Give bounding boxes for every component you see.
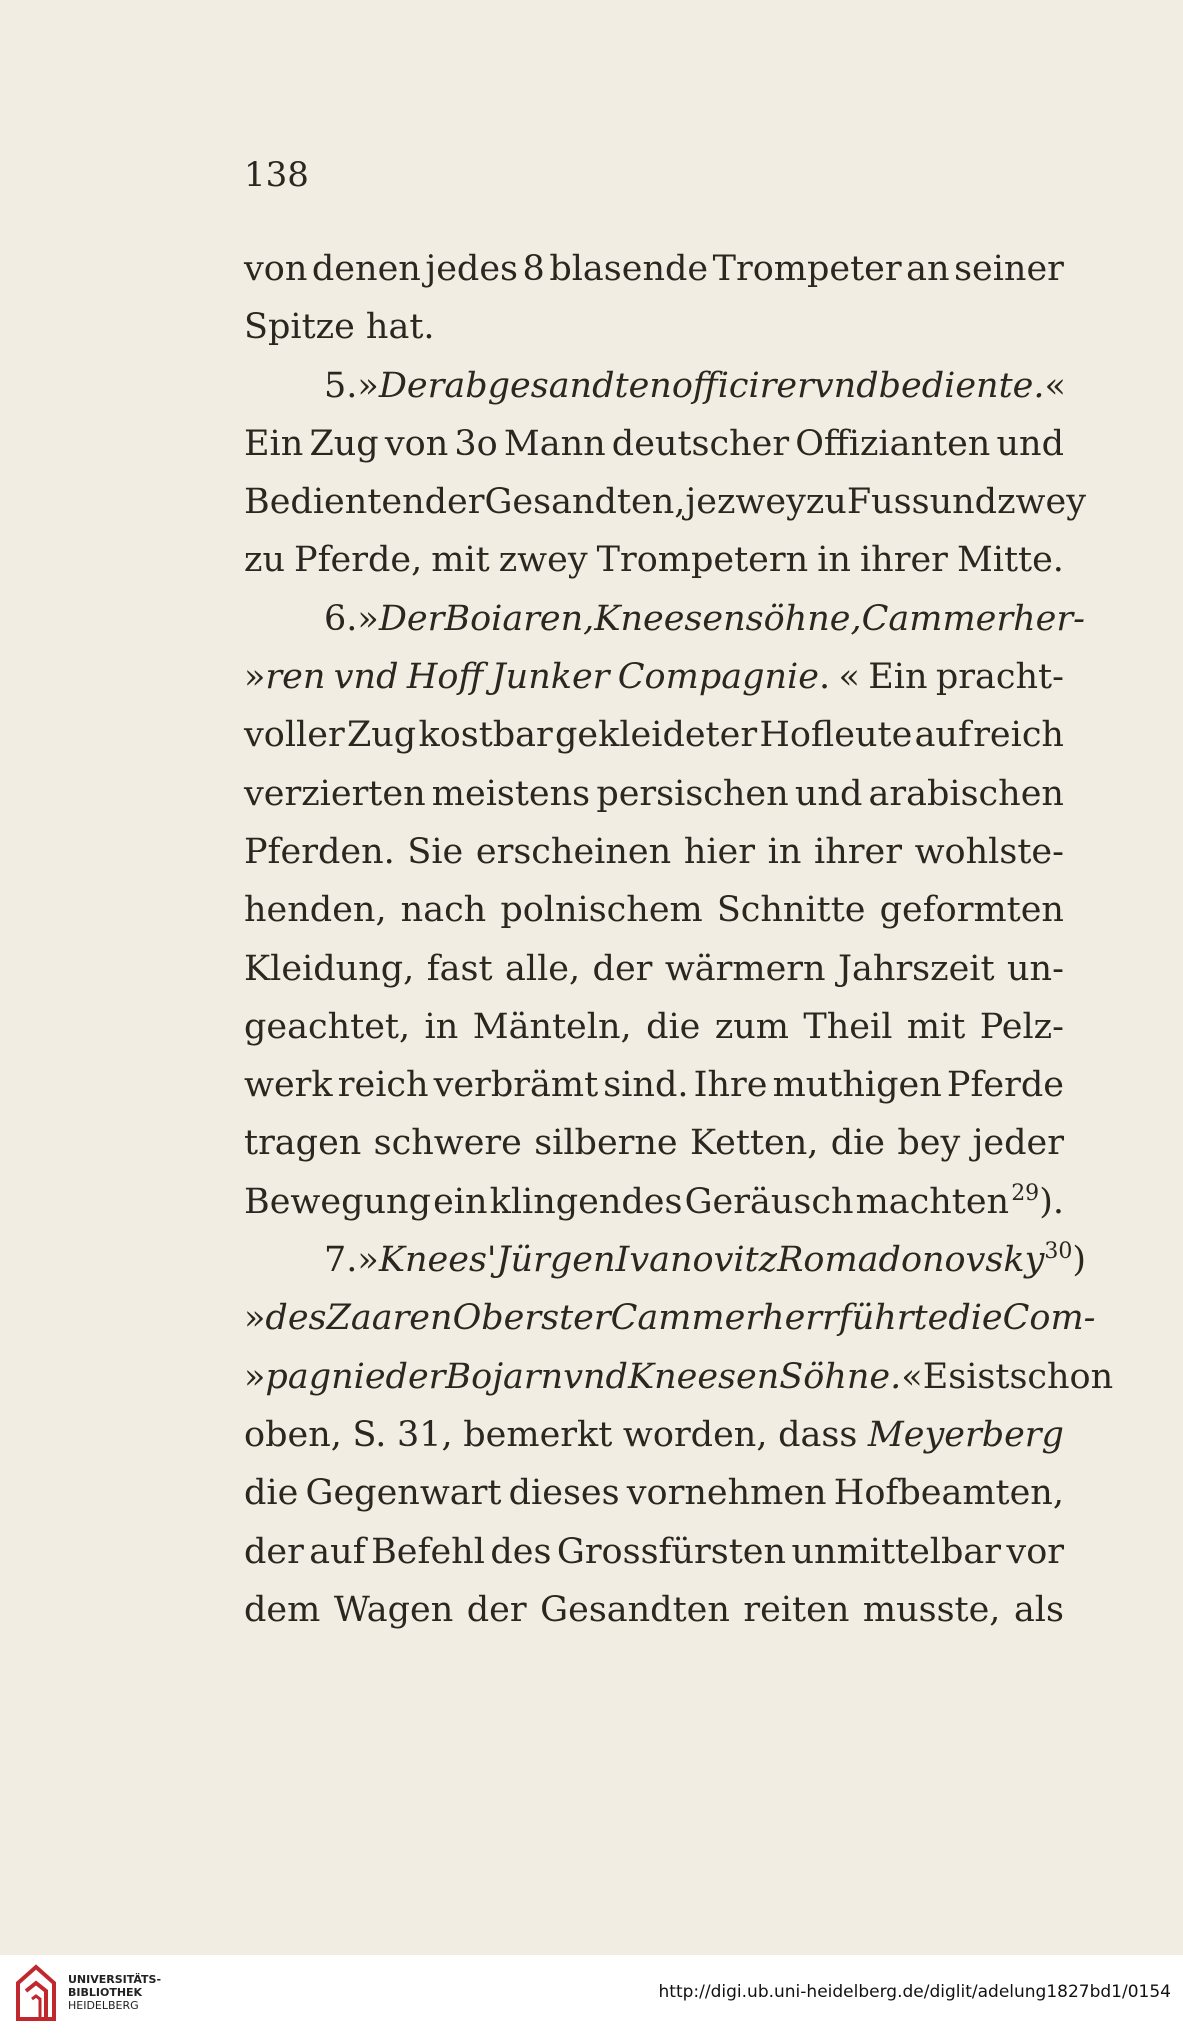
word: pracht- bbox=[935, 657, 1064, 698]
word: Befehl bbox=[371, 1531, 485, 1572]
word: oben, bbox=[244, 1414, 342, 1455]
word: Boiaren, bbox=[444, 598, 595, 639]
word: »Knees' bbox=[357, 1240, 497, 1281]
page-number: 138 bbox=[244, 155, 309, 195]
text-line bbox=[244, 881, 1064, 939]
word: Söhne.« bbox=[779, 1356, 923, 1397]
word: officirer bbox=[671, 365, 814, 406]
word: dass bbox=[778, 1414, 858, 1455]
word: persischen bbox=[596, 773, 789, 814]
word: abgesandten bbox=[444, 365, 672, 406]
word: in bbox=[817, 540, 851, 581]
word: Pferde bbox=[946, 1065, 1064, 1106]
text-segment: Spitze hat. bbox=[244, 307, 435, 348]
text-line bbox=[244, 1581, 1064, 1639]
library-logo-icon bbox=[14, 1963, 58, 2023]
word: muthigen bbox=[772, 1065, 942, 1106]
text-line bbox=[244, 1406, 1064, 1464]
word: in bbox=[424, 1006, 459, 1047]
word: gekleideter bbox=[555, 715, 758, 756]
word: erscheinen bbox=[475, 831, 672, 872]
word: klingendes bbox=[489, 1181, 683, 1222]
word: Pferde, bbox=[294, 540, 423, 581]
word: Zug bbox=[309, 423, 379, 464]
word: die bbox=[830, 1123, 886, 1164]
word: Pferden. bbox=[244, 831, 395, 872]
text-line bbox=[244, 531, 1064, 589]
word: Com- bbox=[1002, 1298, 1096, 1339]
word: Jahrszeit bbox=[838, 948, 995, 989]
word: deutscher bbox=[611, 423, 790, 464]
word: Kleidung, bbox=[244, 948, 415, 989]
word: Theil bbox=[803, 1006, 893, 1047]
word: der bbox=[424, 482, 485, 523]
word: auf bbox=[309, 1531, 366, 1572]
word: verzierten bbox=[244, 773, 426, 814]
word: reich bbox=[973, 715, 1064, 756]
word: tragen bbox=[244, 1123, 362, 1164]
word: söhne, bbox=[745, 598, 862, 639]
word: Bewegung bbox=[244, 1181, 431, 1222]
word: Fuss bbox=[846, 482, 930, 523]
word: und bbox=[996, 423, 1064, 464]
text-line bbox=[244, 706, 1064, 764]
word: zwey bbox=[498, 540, 588, 581]
word: dieses bbox=[508, 1473, 620, 1514]
word: jedes bbox=[425, 249, 518, 289]
word: Compagnie. bbox=[617, 657, 831, 698]
word: zum bbox=[714, 1006, 789, 1047]
word: Bedienten bbox=[244, 482, 425, 523]
word: vor bbox=[1006, 1531, 1064, 1572]
word: Oberster bbox=[452, 1298, 611, 1339]
body-text bbox=[244, 240, 1114, 1639]
text-line bbox=[244, 1114, 1064, 1172]
word: nach bbox=[400, 890, 487, 931]
word: Jürgen bbox=[496, 1240, 616, 1281]
word: voller bbox=[244, 715, 345, 756]
source-url-link[interactable]: http://digi.ub.uni-heidelberg.de/diglit/adelung1827bd1/0154 bbox=[658, 1982, 1171, 2002]
word: »des bbox=[244, 1298, 327, 1339]
word: an bbox=[906, 249, 950, 289]
word: Grossfürsten bbox=[556, 1531, 787, 1572]
text-line bbox=[244, 1231, 1087, 1289]
word: der bbox=[466, 1589, 527, 1630]
word: unmittelbar bbox=[791, 1531, 1001, 1572]
word: Trompetern bbox=[596, 540, 809, 581]
text-line bbox=[244, 1523, 1064, 1581]
word: von bbox=[384, 423, 449, 464]
text-line bbox=[244, 940, 1064, 998]
word: machten bbox=[855, 1181, 1010, 1222]
word: Hoff bbox=[406, 657, 484, 698]
word: musste, bbox=[862, 1589, 1001, 1630]
word: von bbox=[244, 249, 308, 289]
word: henden, bbox=[244, 890, 387, 931]
word: sind. bbox=[603, 1065, 689, 1106]
word: alle, bbox=[505, 948, 581, 989]
library-name-line3: HEIDELBERG bbox=[68, 1999, 139, 2012]
word: Schnitte bbox=[716, 890, 866, 931]
word: « bbox=[1044, 365, 1066, 406]
text-line bbox=[244, 765, 1064, 823]
word: die bbox=[646, 1006, 701, 1047]
word: und bbox=[929, 482, 998, 523]
word: Zaaren bbox=[326, 1298, 453, 1339]
word: werk bbox=[244, 1065, 333, 1106]
word: vnd bbox=[813, 365, 879, 406]
word: kostbar bbox=[418, 715, 553, 756]
word: Es bbox=[922, 1356, 967, 1397]
word: Zug bbox=[346, 715, 417, 756]
library-name-line1: UNIVERSITÄTS- bbox=[68, 1973, 162, 1986]
text-line bbox=[244, 648, 1064, 706]
word: bey bbox=[897, 1123, 961, 1164]
word: Wagen bbox=[333, 1589, 454, 1630]
library-name bbox=[68, 1973, 161, 2012]
word: jeder bbox=[972, 1123, 1064, 1164]
word: der bbox=[592, 948, 653, 989]
word: Ketten, bbox=[689, 1123, 819, 1164]
word: 3o bbox=[454, 423, 498, 464]
word: Pelz- bbox=[979, 1006, 1064, 1047]
word: 5. bbox=[324, 365, 358, 406]
word: der bbox=[385, 1356, 446, 1397]
word: Gesandten, bbox=[484, 482, 686, 523]
word: Ein bbox=[868, 657, 928, 698]
word: Bojarn bbox=[445, 1356, 564, 1397]
word: Mitte. bbox=[956, 540, 1064, 581]
word: schwere bbox=[373, 1123, 522, 1164]
word: die bbox=[948, 1298, 1003, 1339]
word: mit bbox=[431, 540, 490, 581]
word: Ivanovitz bbox=[615, 1240, 778, 1281]
word: blasende bbox=[549, 249, 709, 289]
word: verbrämt bbox=[433, 1065, 599, 1106]
word: wärmern bbox=[664, 948, 826, 989]
word: ihrer bbox=[859, 540, 948, 581]
word: schon bbox=[1009, 1356, 1114, 1397]
word: geachtet, bbox=[244, 1006, 411, 1047]
word: reiten bbox=[743, 1589, 850, 1630]
word: und bbox=[794, 773, 863, 814]
word: Hofbeamten, bbox=[833, 1473, 1064, 1514]
word: Ein bbox=[244, 423, 304, 464]
word: »pagnie bbox=[244, 1356, 386, 1397]
word: Geräusch bbox=[684, 1181, 854, 1222]
word: 6. bbox=[324, 598, 358, 639]
text-line bbox=[244, 473, 1086, 531]
word: Meyerberg bbox=[867, 1414, 1064, 1455]
word: zwey bbox=[716, 482, 806, 523]
word: »Der bbox=[357, 598, 445, 639]
text-line bbox=[244, 1173, 1064, 1231]
word: ist bbox=[966, 1356, 1010, 1397]
text-line bbox=[244, 1289, 1096, 1347]
footer-bar bbox=[0, 1955, 1183, 2033]
word: Mänteln, bbox=[472, 1006, 632, 1047]
word: ein bbox=[433, 1181, 488, 1222]
word: Kneesen bbox=[594, 598, 746, 639]
word: zwey bbox=[997, 482, 1086, 523]
word: un- bbox=[1007, 948, 1064, 989]
text-line bbox=[244, 823, 1064, 881]
text-line bbox=[244, 590, 1085, 648]
word: « bbox=[838, 657, 860, 698]
word: je bbox=[685, 482, 717, 523]
text-line bbox=[244, 240, 1064, 298]
word: S. bbox=[352, 1414, 387, 1455]
word: die bbox=[244, 1473, 299, 1514]
word: hier bbox=[683, 831, 755, 872]
word: reich bbox=[337, 1065, 429, 1106]
word: dem bbox=[244, 1589, 321, 1630]
text-line bbox=[244, 357, 1064, 415]
word: der bbox=[244, 1531, 304, 1572]
word: seiner bbox=[954, 249, 1064, 289]
word: »Der bbox=[357, 365, 445, 406]
word: 7. bbox=[324, 1240, 358, 1281]
word: Ihre bbox=[693, 1065, 768, 1106]
library-name-line2: BIBLIOTHEK bbox=[68, 1986, 143, 1999]
word: polnischem bbox=[500, 890, 703, 931]
word: Mann bbox=[503, 423, 606, 464]
word: fast bbox=[426, 948, 493, 989]
word: »ren bbox=[244, 657, 326, 698]
word: als bbox=[1013, 1589, 1064, 1630]
word: in bbox=[767, 831, 802, 872]
word: geformten bbox=[879, 890, 1064, 931]
word: denen bbox=[311, 249, 421, 289]
word: Gegenwart bbox=[305, 1473, 502, 1514]
word: Romadonovsky30) bbox=[777, 1239, 1087, 1281]
text-line bbox=[244, 1348, 1114, 1406]
word: worden, bbox=[622, 1414, 768, 1455]
word: Hofleute bbox=[759, 715, 913, 756]
text-line bbox=[244, 1464, 1064, 1522]
word: führte bbox=[838, 1298, 949, 1339]
word: mit bbox=[906, 1006, 966, 1047]
text-line bbox=[244, 298, 1064, 356]
word: auf bbox=[914, 715, 971, 756]
word: Offizianten bbox=[795, 423, 991, 464]
word: arabischen bbox=[868, 773, 1064, 814]
word: wohlste- bbox=[914, 831, 1064, 872]
word: Sie bbox=[407, 831, 464, 872]
text-line bbox=[244, 415, 1064, 473]
text-line bbox=[244, 1056, 1064, 1114]
word: Gesandten bbox=[540, 1589, 730, 1630]
word: bemerkt bbox=[463, 1414, 613, 1455]
word: 31, bbox=[396, 1414, 453, 1455]
word: silberne bbox=[534, 1123, 678, 1164]
word: meistens bbox=[431, 773, 591, 814]
word: vnd bbox=[563, 1356, 628, 1397]
word: Cammerher- bbox=[861, 598, 1085, 639]
word: vnd bbox=[333, 657, 399, 698]
word: Kneesen bbox=[627, 1356, 780, 1397]
word: zu bbox=[805, 482, 847, 523]
word: Junker bbox=[491, 657, 610, 698]
word: des bbox=[490, 1531, 552, 1572]
word: zu bbox=[244, 540, 285, 581]
word: 8 bbox=[522, 249, 545, 289]
text-line bbox=[244, 998, 1064, 1056]
word: vornehmen bbox=[626, 1473, 827, 1514]
word: bediente. bbox=[878, 365, 1045, 406]
word: Trompeter bbox=[712, 249, 902, 289]
word: ihrer bbox=[814, 831, 902, 872]
word: Cammerherr bbox=[610, 1298, 839, 1339]
word: 29). bbox=[1011, 1181, 1064, 1222]
